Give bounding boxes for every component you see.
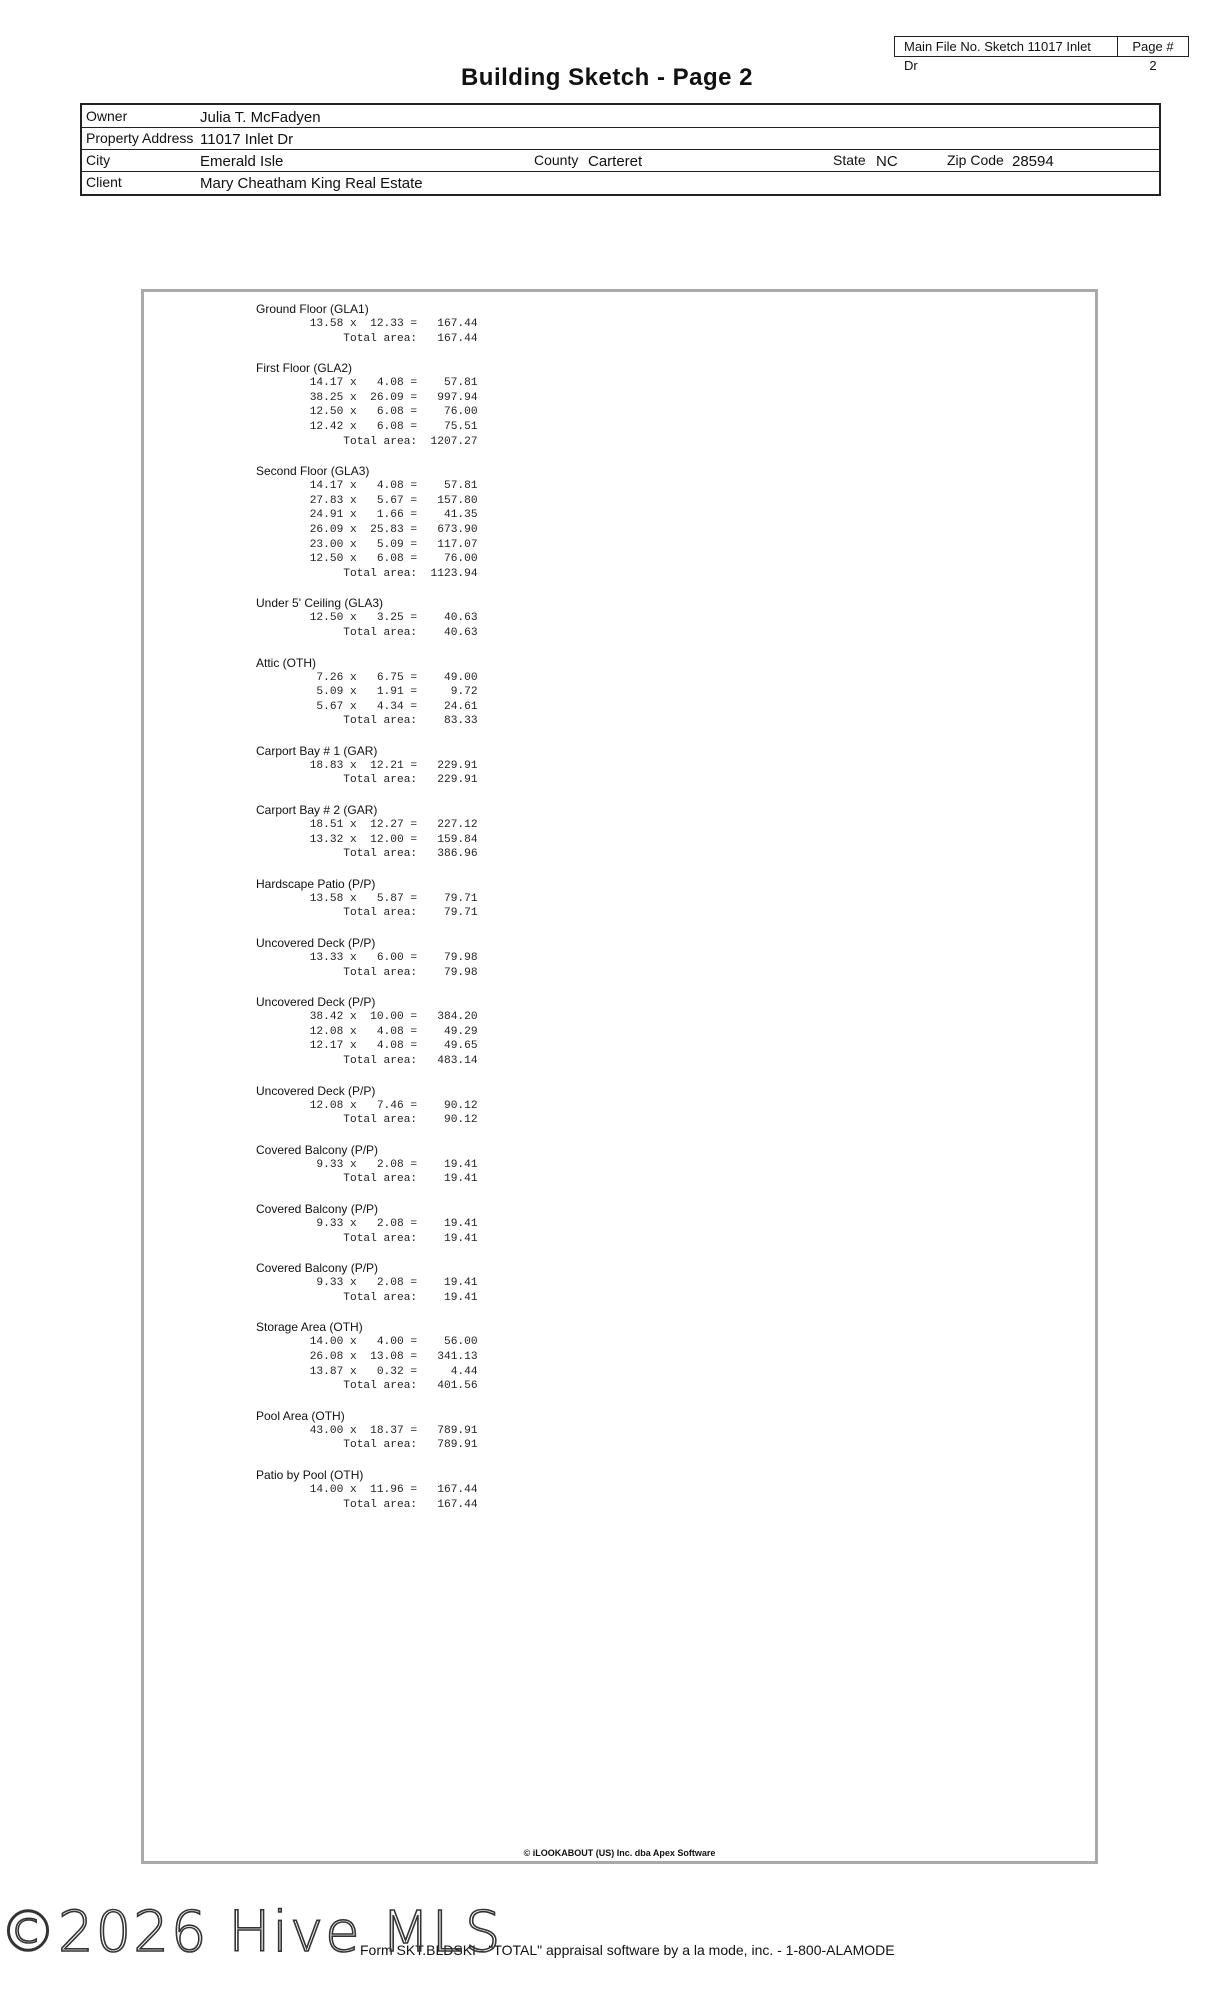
area-total-line: Total area: 167.44 (256, 1498, 478, 1511)
area-calc-line: 14.17 x 4.08 = 57.81 (256, 377, 478, 390)
city-label: City (86, 152, 111, 168)
area-section-title: Covered Balcony (P/P) (256, 1201, 379, 1216)
area-calc-line: 12.50 x 6.08 = 76.00 (256, 553, 478, 566)
owner-value: Julia T. McFadyen (200, 109, 321, 126)
main-file-number: Main File No. Sketch 11017 Inlet Dr (894, 36, 1118, 57)
area-total-line: Total area: 79.71 (256, 907, 478, 920)
area-section (256, 302, 676, 346)
area-calc-line: 13.58 x 12.33 = 167.44 (256, 318, 478, 330)
area-section-title: Attic (OTH) (256, 655, 316, 670)
area-total-line: Total area: 83.33 (256, 715, 478, 728)
area-section (256, 1143, 676, 1187)
area-section (256, 1409, 676, 1453)
area-calc-line: 7.26 x 6.75 = 49.00 (256, 671, 478, 684)
area-section (256, 877, 676, 921)
area-calc-line: 12.42 x 6.08 = 75.51 (256, 420, 478, 433)
area-section-title: Patio by Pool (OTH) (256, 1467, 364, 1482)
area-calc-line: 23.00 x 5.09 = 117.07 (256, 538, 478, 551)
area-calc-line: 13.33 x 6.00 = 79.98 (256, 952, 478, 965)
form-footer: Form SKT.BLDSKI - "TOTAL" appraisal software by a la mode, inc. - 1-800-ALAMODE (360, 1942, 895, 1958)
state-value: NC (876, 153, 898, 170)
area-section-title: Covered Balcony (P/P) (256, 1142, 379, 1157)
area-calc-line: 12.50 x 6.08 = 76.00 (256, 406, 478, 419)
state-label: State (833, 152, 866, 168)
area-total-line: Total area: 19.41 (256, 1232, 478, 1245)
area-section-title: Covered Balcony (P/P) (256, 1261, 379, 1276)
county-value: Carteret (588, 153, 643, 170)
area-section (256, 803, 676, 862)
area-section (256, 361, 676, 449)
client-value: Mary Cheatham King Real Estate (200, 175, 423, 192)
area-section (256, 744, 676, 788)
area-section-title: First Floor (GLA2) (256, 361, 353, 376)
area-calc-line: 14.00 x 11.96 = 167.44 (256, 1483, 478, 1496)
zip-label: Zip Code (947, 152, 1004, 168)
owner-row (82, 105, 1159, 128)
area-total-line: Total area: 19.41 (256, 1291, 478, 1304)
area-calc-line: 5.67 x 4.34 = 24.61 (256, 700, 478, 713)
area-section-title: Uncovered Deck (P/P) (256, 995, 376, 1010)
area-section-title: Uncovered Deck (P/P) (256, 1083, 376, 1098)
area-section (256, 1468, 676, 1512)
area-section (256, 995, 676, 1068)
area-section-title: Carport Bay # 1 (GAR) (256, 743, 378, 758)
area-calc-line: 13.87 x 0.32 = 4.44 (256, 1365, 478, 1378)
area-total-line: Total area: 1123.94 (256, 567, 478, 580)
area-section (256, 1320, 676, 1393)
property-info-table (80, 103, 1161, 196)
area-section-title: Hardscape Patio (P/P) (256, 876, 376, 891)
area-total-line: Total area: 386.96 (256, 848, 478, 861)
sketch-frame (141, 289, 1098, 1864)
area-calc-line: 27.83 x 5.67 = 157.80 (256, 494, 478, 507)
area-total-line: Total area: 229.91 (256, 774, 478, 787)
area-calc-line: 24.91 x 1.66 = 41.35 (256, 509, 478, 522)
area-section-title: Carport Bay # 2 (GAR) (256, 803, 378, 818)
apex-copyright: © iLOOKABOUT (US) Inc. dba Apex Software (523, 1848, 716, 1858)
area-section-title: Uncovered Deck (P/P) (256, 936, 376, 951)
page-title: Building Sketch - Page 2 (460, 64, 754, 91)
area-section-title: Second Floor (GLA3) (256, 464, 370, 479)
area-total-line: Total area: 483.14 (256, 1055, 478, 1067)
area-calc-line: 18.83 x 12.21 = 229.91 (256, 759, 478, 772)
client-row (82, 171, 1159, 193)
area-calculations (256, 302, 676, 1527)
area-calc-line: 12.08 x 7.46 = 90.12 (256, 1099, 478, 1112)
address-row (82, 127, 1159, 150)
area-total-line: Total area: 789.91 (256, 1439, 478, 1452)
area-section-title: Storage Area (OTH) (256, 1320, 363, 1335)
zip-value: 28594 (1012, 153, 1054, 170)
area-section (256, 1261, 676, 1305)
page-number: Page # 2 (1117, 36, 1189, 57)
area-calc-line: 9.33 x 2.08 = 19.41 (256, 1217, 478, 1230)
area-section (256, 596, 676, 640)
area-section (256, 936, 676, 980)
county-label: County (534, 152, 579, 168)
area-calc-line: 12.17 x 4.08 = 49.65 (256, 1040, 478, 1053)
client-label: Client (86, 174, 122, 190)
area-calc-line: 13.32 x 12.00 = 159.84 (256, 833, 478, 846)
area-calc-line: 9.33 x 2.08 = 19.41 (256, 1277, 478, 1290)
area-calc-line: 43.00 x 18.37 = 789.91 (256, 1424, 478, 1437)
area-total-line: Total area: 167.44 (256, 332, 478, 345)
area-calc-line: 18.51 x 12.27 = 227.12 (256, 819, 478, 832)
area-section-title: Under 5' Ceiling (GLA3) (256, 596, 384, 611)
area-total-line: Total area: 1207.27 (256, 435, 478, 448)
area-total-line: Total area: 90.12 (256, 1114, 478, 1127)
area-calc-line: 14.17 x 4.08 = 57.81 (256, 480, 478, 493)
area-section-title: Ground Floor (GLA1) (256, 302, 369, 316)
area-calc-line: 14.00 x 4.00 = 56.00 (256, 1336, 478, 1349)
address-label: Property Address (86, 130, 194, 146)
area-section-title: Pool Area (OTH) (256, 1408, 345, 1423)
area-section (256, 656, 676, 729)
mls-watermark: ©2026 Hive MLS (0, 1900, 503, 1965)
city-value: Emerald Isle (200, 153, 284, 170)
area-calc-line: 13.58 x 5.87 = 79.71 (256, 892, 478, 905)
address-value: 11017 Inlet Dr (200, 131, 294, 148)
area-calc-line: 26.08 x 13.08 = 341.13 (256, 1350, 478, 1363)
owner-label: Owner (86, 108, 128, 124)
city-row (82, 149, 1159, 172)
area-total-line: Total area: 40.63 (256, 626, 478, 639)
area-section (256, 1084, 676, 1128)
area-calc-line: 12.50 x 3.25 = 40.63 (256, 612, 478, 625)
area-total-line: Total area: 79.98 (256, 966, 478, 979)
area-calc-line: 38.25 x 26.09 = 997.94 (256, 391, 478, 404)
area-total-line: Total area: 401.56 (256, 1380, 478, 1393)
area-calc-line: 9.33 x 2.08 = 19.41 (256, 1158, 478, 1171)
area-total-line: Total area: 19.41 (256, 1173, 478, 1186)
area-section (256, 464, 676, 581)
area-section (256, 1202, 676, 1246)
area-calc-line: 26.09 x 25.83 = 673.90 (256, 523, 478, 536)
area-calc-line: 5.09 x 1.91 = 9.72 (256, 686, 478, 699)
area-calc-line: 12.08 x 4.08 = 49.29 (256, 1025, 478, 1038)
area-calc-line: 38.42 x 10.00 = 384.20 (256, 1011, 478, 1024)
